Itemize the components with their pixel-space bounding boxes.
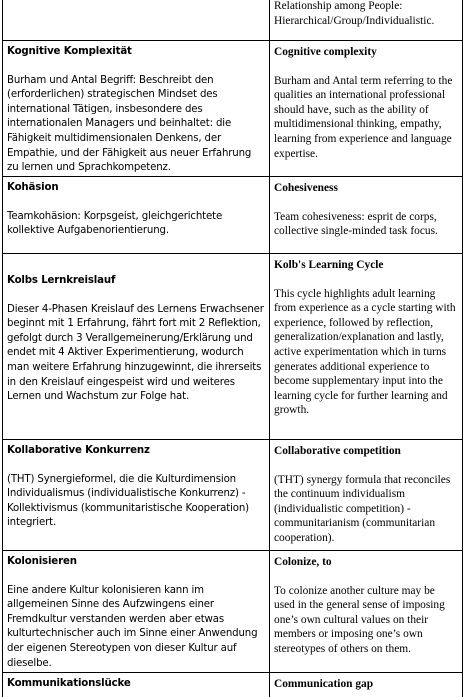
english-term: Colonize, to xyxy=(274,556,332,568)
german-cell xyxy=(3,673,269,698)
german-term: Kolonisieren xyxy=(7,556,77,567)
english-cell xyxy=(270,0,462,40)
german-term: Kommunikationslücke xyxy=(7,678,131,689)
table-row-top xyxy=(3,0,462,40)
german-cell xyxy=(3,551,269,673)
german-term: Kollaborative Konkurrenz xyxy=(7,445,150,456)
table-row xyxy=(3,439,462,551)
german-cell xyxy=(3,440,269,551)
german-definition: Burham und Antal Begriff: Beschreibt den (erforderlichen) strategischen Mindset des international Tätigen, insbesondere des internationalen Managers und beinhaltet: die Fähigkeit multidimensionalen Denkens, der Empathie, und der Fähigkeit aus neuer Erfahrung zu lernen und Sprachkompetenz. xyxy=(7,74,252,174)
english-term: Cognitive complexity xyxy=(274,46,377,58)
english-definition: Burham and Antal term referring to the qualities an international professional should have, such as the ability of multidimensional thinking, empathy, learning from experience and language expertise. xyxy=(274,74,453,160)
english-term: Communication gap xyxy=(274,678,374,690)
english-cell xyxy=(270,177,462,254)
english-term: Cohesiveness xyxy=(274,182,338,194)
english-cell xyxy=(270,254,462,440)
german-cell xyxy=(3,0,269,40)
english-definition: (THT) synergy formula that reconciles the continuum individualism (individualistic competition) - communitarianism (communitarian cooperation). xyxy=(274,473,451,544)
german-definition: Teamkohäsion: Korpsgeist, gleichgerichtete kollektive Aufgabenorientierung. xyxy=(7,210,223,237)
german-term: Kolbs Lernkreislauf xyxy=(7,275,116,286)
english-text-line: Relationship among People: xyxy=(274,0,403,12)
english-text-line: Hierarchical/Group/Individualistic. xyxy=(274,14,435,27)
english-term: Kolb's Learning Cycle xyxy=(274,259,384,271)
german-definition: Eine andere Kultur kolonisieren kann im allgemeinen Sinne des Aufzwingens einer Fremdkultur verstanden werden aber etwas kulturtechnischer auch im Sinne einer Anwendung der eigenen Stereotypen von dieser Kultur auf dieselbe. xyxy=(7,584,258,669)
english-definition: To colonize another culture may be used in the general sense of imposing one’s own cultural values on their members or imposing one’s own stereotypes of others on them. xyxy=(274,584,445,655)
english-definition: Team cohesiveness: esprit de corps, collective single-minded task focus. xyxy=(274,210,438,238)
english-cell xyxy=(270,440,462,551)
glossary-table xyxy=(2,0,463,697)
german-definition: (THT) Synergieformel, die die Kulturdimension Individualismus (individualistische Konkurrenz) - Kollektivismus (kommunitaristische Kooperation) integriert. xyxy=(7,473,249,529)
german-cell xyxy=(3,41,269,177)
table-row xyxy=(3,253,462,440)
german-cell xyxy=(3,254,269,440)
table-row xyxy=(3,550,462,673)
english-cell xyxy=(270,41,462,177)
table-row xyxy=(3,176,462,254)
german-cell xyxy=(3,177,269,254)
german-term: Kognitive Komplexität xyxy=(7,46,132,57)
english-definition: This cycle highlights adult learning from experience as a cycle starting with experience, followed by reflection, generalization/explanation and lastly, active experimentation which in turns generates additional experience to become supplementary input into the learning cycle for further learning and growth. xyxy=(274,287,456,417)
german-term: Kohäsion xyxy=(7,182,59,193)
english-cell xyxy=(270,551,462,673)
table-row xyxy=(3,40,462,177)
table-row xyxy=(3,672,462,698)
english-term: Collaborative competition xyxy=(274,445,401,457)
german-definition: Dieser 4-Phasen Kreislauf des Lernens Erwachsener beginnt mit 1 Erfahrung, fährt fort mit 2 Reflektion, gefolgt durch 3 Verallgemeinerung/Erklärung und endet mit 4 Aktiver Experimentierung, wodurch man weitere Erfahrung hinzugewinnt, die ihrerseits in den Kreislauf eingespeist wird und weiteres Lernen und Wachstum zur Folge hat. xyxy=(7,303,264,403)
english-cell xyxy=(270,673,462,698)
